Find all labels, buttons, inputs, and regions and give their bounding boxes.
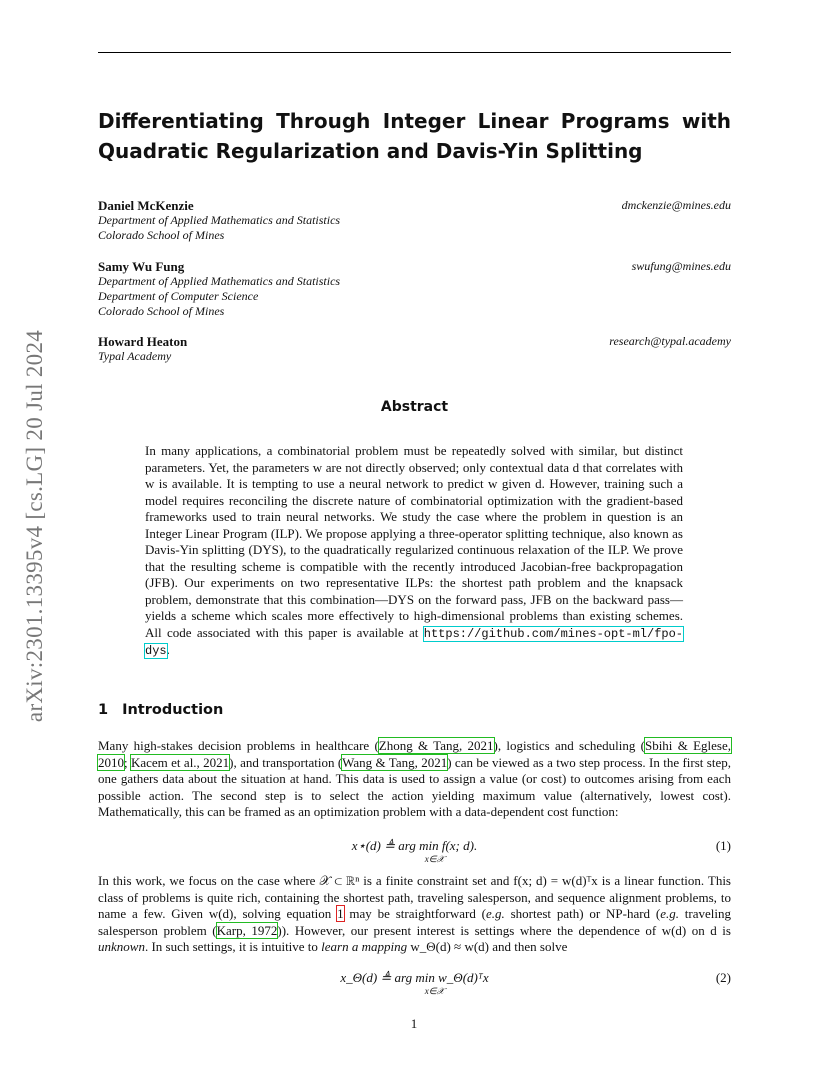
equation-ref-link[interactable]: 1 — [337, 906, 344, 921]
author-affiliation: Department of Applied Mathematics and Statistics — [98, 213, 341, 227]
page-number: 1 — [410, 1016, 418, 1031]
abstract-body — [145, 443, 683, 660]
equation-subscript: x∈𝒳 — [424, 986, 445, 996]
citation-link[interactable]: Karp, 1972 — [216, 922, 278, 938]
text-run: . In such settings, it is intuitive to — [144, 939, 322, 954]
text-run: traveling salesperson problem ( — [98, 906, 731, 938]
code-link[interactable]: https://github.com/mines-opt-ml/fpo-dys — [145, 626, 684, 658]
text-run: e.g. — [485, 906, 505, 921]
author-name: Daniel McKenzie — [98, 198, 194, 213]
citation-link[interactable]: Zhong & Tang, 2021 — [378, 738, 494, 753]
section-number: 1 — [98, 702, 109, 718]
text-run: )). However, our present interest is settings where the dependence of w(d) on d is — [277, 922, 731, 938]
author-email[interactable]: swufung@mines.edu — [631, 259, 731, 273]
text-run: ) can be viewed as a two step process. In the first step, one gathers data about the situation at hand. This data is used to assign a value (or cost) to outcomes arising from each possible action. The second step is to select the action yielding maximum value (alternatively, lowest cost). Mathematically, this can be framed as an optimization problem with a data-dependent cost function: — [98, 754, 731, 819]
author-affiliation: Typal Academy — [98, 349, 172, 363]
text-run: e.g. — [660, 906, 679, 921]
author-block — [98, 334, 731, 364]
text-run: ), logistics and scheduling ( — [493, 738, 645, 753]
top-rule — [98, 52, 731, 53]
paper-title: Differentiating Through Integer Linear Programs with Quadratic Regularization and Davis-Yin Splitting — [98, 109, 731, 163]
citation-link[interactable]: Sbihi & Eglese, 2010 — [98, 738, 731, 770]
author-email[interactable]: dmckenzie@mines.edu — [621, 198, 731, 212]
section-heading — [98, 702, 223, 718]
author-affiliation: Department of Applied Mathematics and Statistics — [98, 274, 341, 288]
author-name: Howard Heaton — [98, 334, 188, 349]
equation-number: (1) — [715, 838, 731, 853]
author-affiliation: Department of Computer Science — [98, 289, 259, 303]
equation-expression: x_Θ(d) ≜ arg min w_Θ(d)ᵀx — [340, 970, 489, 985]
author-block — [98, 198, 731, 243]
text-run: Many high-stakes decision problems in healthcare ( — [98, 738, 379, 753]
arxiv-stamp — [12, 296, 58, 756]
arxiv-id: arXiv:2301.13395v4 [cs.LG] 20 Jul 2024 — [22, 329, 48, 723]
text-run: may be straightforward ( — [343, 906, 486, 921]
text-run: ), and transportation ( — [229, 754, 343, 770]
text-run: ; — [124, 754, 131, 770]
abstract-text: In many applications, a combinatorial problem must be repeatedly solved with similar, but distinct parameters. Yet, the parameters w are not directly observed; only contextual data d that correlates with w is available. It is tempting to use a neural network to predict w given d. However, training such a model requires reconciling the discrete nature of combinatorial optimization with the gradient-based frameworks used to train neural networks. We study the case where the problem in question is an Integer Linear Program (ILP). We propose applying a three-operator splitting technique, also known as Davis-Yin splitting (DYS), to the quadratically regularized continuous relaxation of the ILP. We prove that the resulting scheme is compatible with the recently introduced Jacobian-free backpropagation (JFB). Our experiments on two representative ILPs: the shortest path problem and the knapsack problem, demonstrate that this combination—DYS on the forward pass, JFB on the backward pass—yields a scheme which scales more effectively to high-dimensional problems than existing schemes. All code associated with this paper is available at — [145, 443, 683, 640]
abstract-end: . — [166, 642, 170, 657]
citation-link[interactable]: Wang & Tang, 2021 — [342, 754, 448, 770]
equation-2 — [98, 970, 731, 1000]
text-run: unknown — [98, 939, 145, 954]
text-run: learn a mapping — [321, 939, 408, 954]
equation-expression: x⋆(d) ≜ arg min f(x; d). — [351, 838, 478, 853]
author-email[interactable]: research@typal.academy — [609, 334, 731, 348]
equation-body — [98, 970, 731, 996]
intro-paragraph-1 — [98, 738, 731, 821]
equation-subscript: x∈𝒳 — [424, 854, 445, 864]
section-title: Introduction — [122, 702, 224, 718]
author-affiliation: Colorado School of Mines — [98, 304, 225, 318]
text-run: shortest path) or NP-hard ( — [504, 906, 661, 921]
equation-body — [98, 838, 731, 864]
author-block — [98, 259, 731, 319]
author-name: Samy Wu Fung — [98, 259, 185, 274]
author-affiliation: Colorado School of Mines — [98, 228, 225, 242]
text-run: w_Θ(d) ≈ w(d) and then solve — [407, 939, 568, 954]
equation-number: (2) — [715, 970, 731, 985]
intro-paragraph-2 — [98, 873, 731, 956]
citation-link[interactable]: Kacem et al., 2021 — [130, 754, 230, 770]
abstract-heading: Abstract — [380, 399, 449, 415]
equation-1 — [98, 838, 731, 868]
text-run: In this work, we focus on the case where 𝒳 ⊂ ℝⁿ is a finite constraint set and f(x; d) = w(d)ᵀx is a linear function. This class of problems is quite rich, containing the shortest path, traveling salesperson, and sequence alignment problems, to name a few. Given w(d), solving equation — [98, 873, 731, 921]
